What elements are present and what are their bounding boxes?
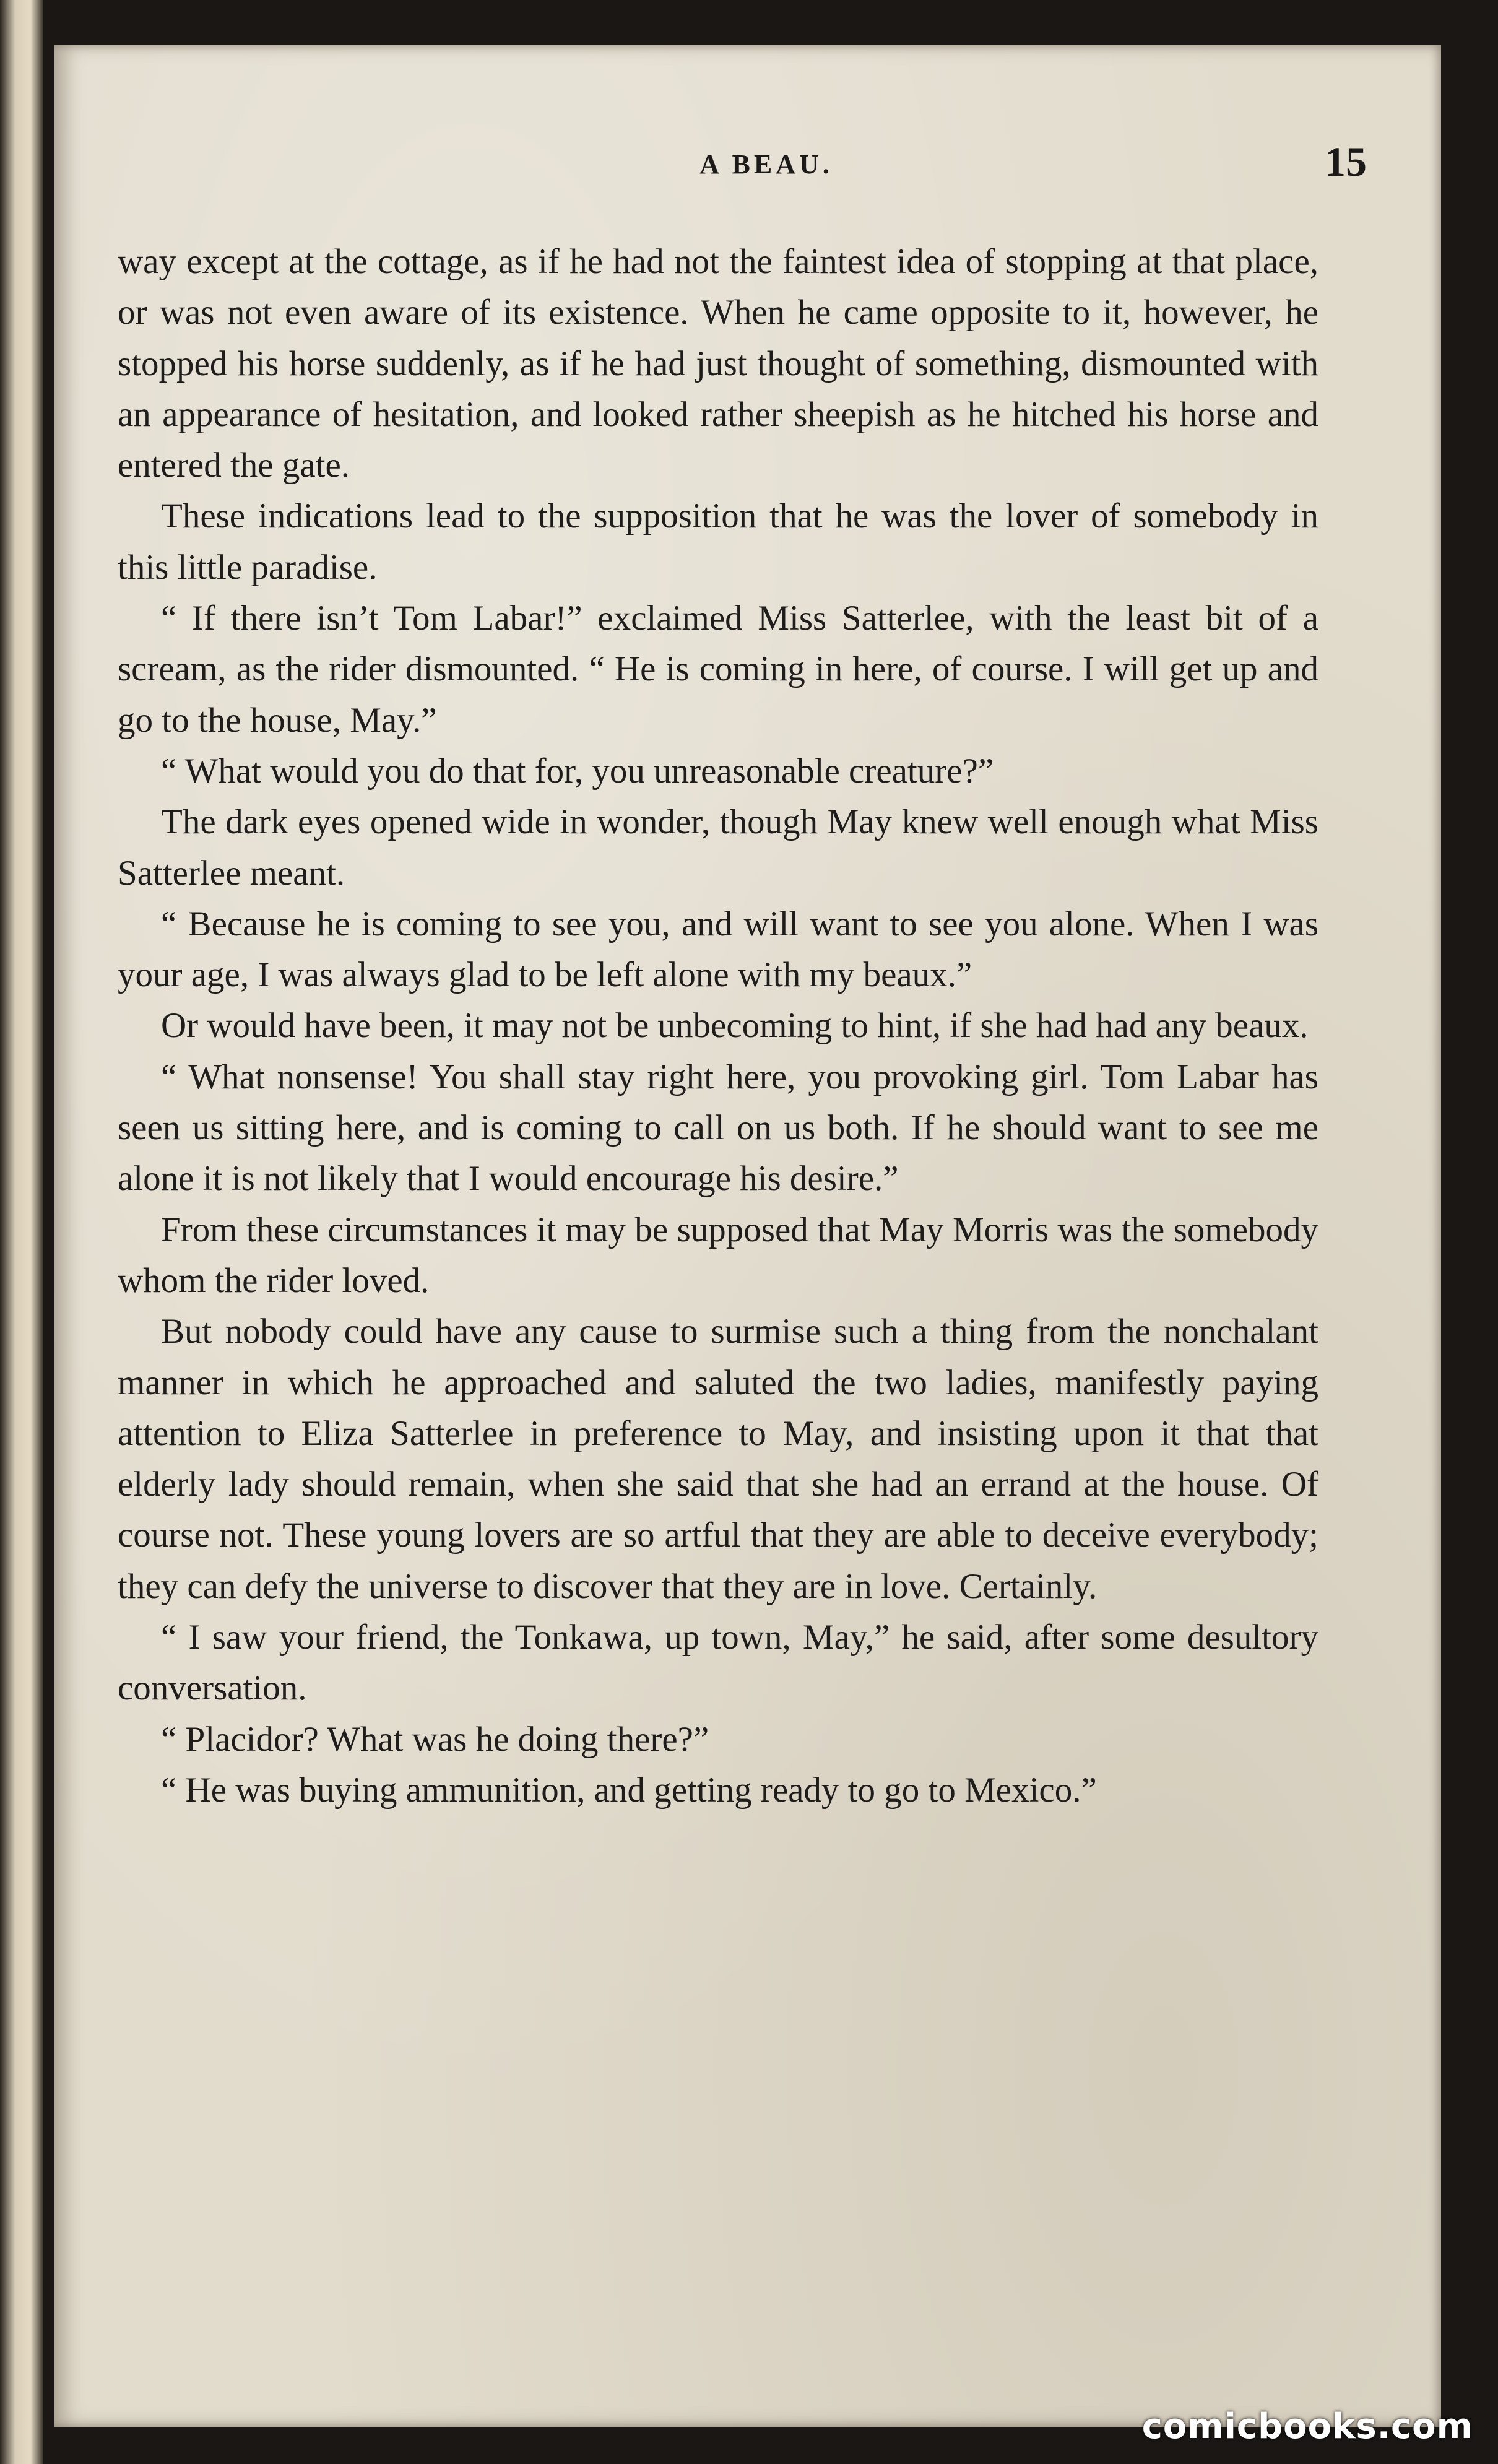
paragraph: “ Because he is coming to see you, and will want to see you alone. When I was your age, I was always glad to be left alone with my beaux.” <box>118 904 1318 995</box>
paragraph: “ Placidor? What was he doing there?” <box>161 1719 709 1759</box>
paragraph: way except at the cottage, as if he had not the faintest idea of stopping at that place, or was not even aware of its existence. When he came opposite to it, however, he stopped his horse suddenly, as if he had just thought of something, dismounted with an appearance of hesitation, and looked rather sheepish as he hitched his horse and entered the gate. <box>118 242 1318 485</box>
watermark: comicbooks.com <box>1141 2406 1473 2447</box>
paragraph: “ If there isn’t Tom Labar!” exclaimed Miss Satterlee, with the least bit of a scream, as the rider dismounted. “ He is coming in here, of course. I will get up and go to the house, May.” <box>118 599 1318 740</box>
paragraph: These indications lead to the supposition that he was the lover of somebody in this little paradise. <box>118 497 1318 587</box>
paragraph: “ He was buying ammunition, and getting ready to go to Mexico.” <box>161 1770 1097 1810</box>
paragraph: From these circumstances it may be supposed that May Morris was the somebody whom the rider loved. <box>118 1210 1318 1300</box>
body-text <box>118 236 1318 1816</box>
paragraph: But nobody could have any cause to surmise such a thing from the nonchalant manner in which he approached and saluted the two ladies, manifestly paying attention to Eliza Satterlee in preference to May, and insisting upon it that that elderly lady should remain, when she said that she had an errand at the house. Of course not. These young lovers are so artful that they are able to deceive everybody; they can defy the universe to discover that they are in love. Certainly. <box>118 1312 1318 1606</box>
paragraph: The dark eyes opened wide in wonder, though May knew well enough what Miss Satterlee meant. <box>118 802 1318 893</box>
paragraph: “ What nonsense! You shall stay right here, you provoking girl. Tom Labar has seen us sitting here, and is coming to call on us both. If he should want to see me alone it is not likely that I would encourage his desire.” <box>118 1057 1318 1199</box>
running-title: A BEAU. <box>699 149 833 180</box>
paragraph: “ What would you do that for, you unreasonable creature?” <box>161 751 994 791</box>
paragraph: Or would have been, it may not be unbecoming to hint, if she had had any beaux. <box>161 1006 1309 1046</box>
book-page <box>54 45 1441 2427</box>
facing-page-edge <box>0 0 43 2464</box>
running-header <box>54 137 1441 187</box>
page-number: 15 <box>1325 138 1367 185</box>
paragraph: “ I saw your friend, the Tonkawa, up town, May,” he said, after some desultory conversation. <box>118 1618 1318 1708</box>
